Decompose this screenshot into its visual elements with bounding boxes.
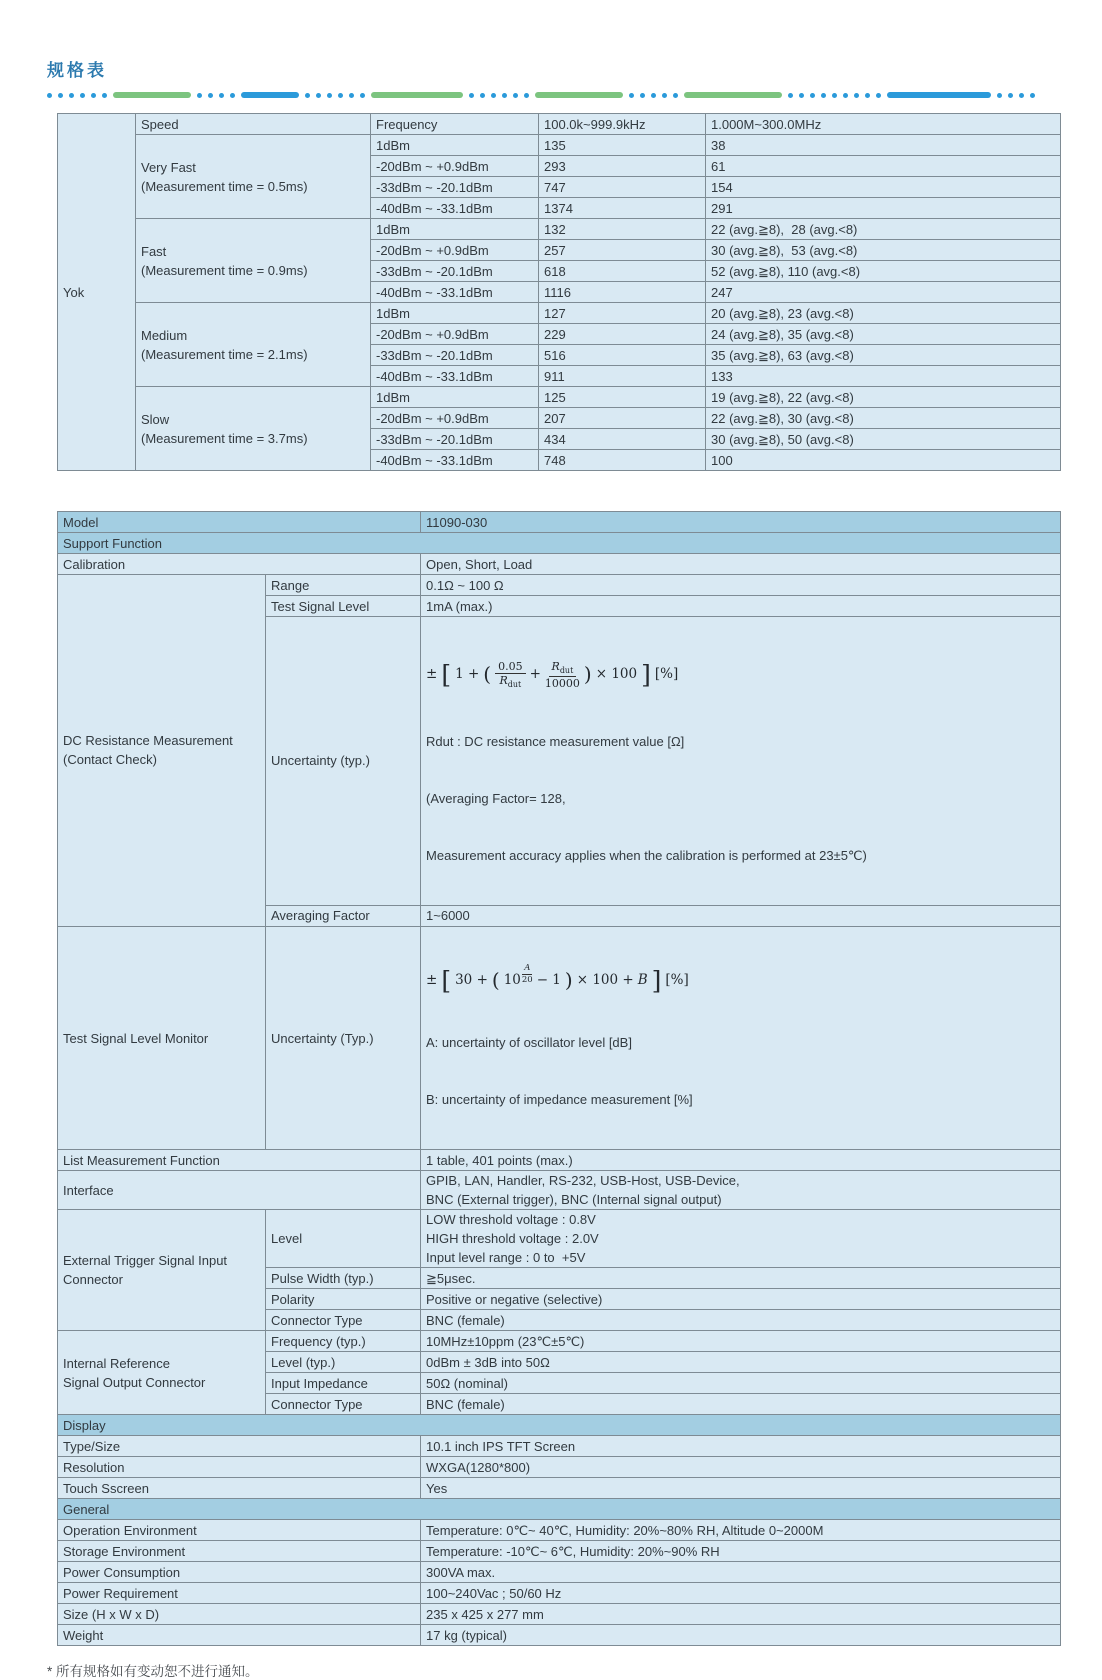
spec-sublabel-cell: Test Signal Level (266, 596, 421, 617)
value-line: BNC (External trigger), BNC (Internal signal output) (426, 1192, 722, 1208)
divider-dot (1008, 93, 1013, 98)
formula-token: 10000 (544, 676, 580, 690)
speed-group-label-cell (136, 303, 371, 387)
spec-value-cell: 235 x 425 x 277 mm (421, 1604, 1061, 1625)
spec-value-cell: WXGA(1280*800) (421, 1457, 1061, 1478)
table-row (58, 533, 1061, 554)
divider-dot (208, 93, 213, 98)
group-sublabel: (Measurement time = 0.5ms) (141, 178, 308, 194)
table-cell: 1dBm (371, 387, 539, 408)
table-row (58, 1210, 1061, 1268)
spec-value-cell: 17 kg (typical) (421, 1625, 1061, 1646)
group-sublabel: (Measurement time = 0.9ms) (141, 262, 308, 278)
divider-dot (349, 93, 354, 98)
formula-token: ± (426, 972, 438, 989)
divider-dot (854, 93, 859, 98)
spec-value-cell: 10.1 inch IPS TFT Screen (421, 1436, 1061, 1457)
dc-uncertainty-formula (426, 617, 1055, 905)
table-row (58, 1499, 1061, 1520)
model-spec-table (57, 511, 1061, 1646)
divider-dot (662, 93, 667, 98)
table-cell: -20dBm ~ +0.9dBm (371, 324, 539, 345)
table-cell: 125 (539, 387, 706, 408)
divider-dash (887, 92, 991, 98)
formula-token: R (499, 674, 508, 688)
formula-token: + (529, 666, 541, 683)
divider-dot (316, 93, 321, 98)
group-label-line: External Trigger Signal Input (63, 1253, 228, 1269)
divider-dot (491, 93, 496, 98)
spec-value-cell: 10MHz±10ppm (23℃±5℃) (421, 1331, 1061, 1352)
table-cell: 38 (706, 135, 1061, 156)
table-row (58, 1604, 1061, 1625)
divider-dash (684, 92, 782, 98)
spec-group-label-cell (58, 575, 266, 927)
table-cell: 247 (706, 282, 1061, 303)
formula-token: 0.05 (495, 660, 526, 674)
table-cell: -33dBm ~ -20.1dBm (371, 177, 539, 198)
spec-label-cell: Touch Sscreen (58, 1478, 421, 1499)
divider-dot (197, 93, 202, 98)
divider-dash (535, 92, 623, 98)
footnote: * 所有规格如有变动恕不进行通知。 (47, 1664, 259, 1680)
divider-dot (469, 93, 474, 98)
formula-token: ] (641, 660, 651, 690)
table-row (58, 1478, 1061, 1499)
formula-note: A: uncertainty of oscillator level [dB] (426, 1035, 632, 1051)
group-label-line: Signal Output Connector (63, 1374, 206, 1390)
power-term (503, 963, 533, 990)
divider-dot (305, 93, 310, 98)
table-cell: 434 (539, 429, 706, 450)
divider-dot (629, 93, 634, 98)
spec-label-cell: Operation Environment (58, 1520, 421, 1541)
formula-token (499, 674, 521, 690)
table-row (58, 303, 1061, 324)
table-cell: 1dBm (371, 303, 539, 324)
table-cell: -40dBm ~ -33.1dBm (371, 282, 539, 303)
page-title: 规格表 (47, 61, 107, 80)
divider-dot (102, 93, 107, 98)
table-cell: 135 (539, 135, 706, 156)
value-line: GPIB, LAN, Handler, RS-232, USB-Host, USB-Device, (426, 1173, 740, 1189)
table-cell: -40dBm ~ -33.1dBm (371, 366, 539, 387)
table-row (58, 135, 1061, 156)
spec-value-cell: Yes (421, 1478, 1061, 1499)
divider-dot (832, 93, 837, 98)
formula-token: [%] (665, 972, 689, 989)
divider-dot (843, 93, 848, 98)
table-cell: 100 (706, 450, 1061, 471)
spec-sublabel-cell: Level (266, 1210, 421, 1268)
spec-value-cell: 1~6000 (421, 905, 1061, 926)
formula-note: (Averaging Factor= 128, (426, 790, 566, 806)
formula-token: ] (651, 965, 662, 995)
divider-dot (799, 93, 804, 98)
formula-token: dut (559, 666, 574, 676)
section-header-cell: Display (58, 1415, 1061, 1436)
table-row (58, 1171, 1061, 1210)
divider-dot (80, 93, 85, 98)
formula-token: ) (583, 662, 592, 687)
spec-sublabel-cell: Pulse Width (typ.) (266, 1268, 421, 1289)
table-cell: -40dBm ~ -33.1dBm (371, 198, 539, 219)
group-label-line: Internal Reference (63, 1355, 170, 1371)
table-row (58, 926, 1061, 1149)
divider-dot (47, 93, 52, 98)
spec-value-cell: 1mA (max.) (421, 596, 1061, 617)
formula-token: A (524, 963, 531, 974)
divider-dot (821, 93, 826, 98)
table-cell: 516 (539, 345, 706, 366)
spec-label-cell: Type/Size (58, 1436, 421, 1457)
table-cell: 229 (539, 324, 706, 345)
table-cell: 257 (539, 240, 706, 261)
table-cell: -40dBm ~ -33.1dBm (371, 450, 539, 471)
table-cell: 24 (avg.≧8), 35 (avg.<8) (706, 324, 1061, 345)
spec-sublabel-cell: Input Impedance (266, 1373, 421, 1394)
spec-value-cell: 11090-030 (421, 512, 1061, 533)
table-cell: 1dBm (371, 135, 539, 156)
spec-value-cell (421, 617, 1061, 906)
divider-dot (219, 93, 224, 98)
table-row (58, 512, 1061, 533)
fraction (495, 660, 526, 690)
table-row (58, 554, 1061, 575)
table-cell: 19 (avg.≧8), 22 (avg.<8) (706, 387, 1061, 408)
table-row (58, 1150, 1061, 1171)
spec-value-cell: Temperature: 0℃~ 40℃, Humidity: 20%~80% RH, Altitude 0~2000M (421, 1520, 1061, 1541)
table-cell: 52 (avg.≧8), 110 (avg.<8) (706, 261, 1061, 282)
monitor-uncertainty-formula (426, 927, 1055, 1149)
table-cell: -33dBm ~ -20.1dBm (371, 429, 539, 450)
divider-dot (513, 93, 518, 98)
formula-token: [ (441, 965, 452, 995)
formula-token: × 100 + (576, 972, 634, 989)
table-cell: 748 (539, 450, 706, 471)
formula-token: ( (483, 662, 492, 687)
divider-dot (1030, 93, 1035, 98)
divider-dash (113, 92, 191, 98)
table-cell: 30 (avg.≧8), 50 (avg.<8) (706, 429, 1061, 450)
divider-dot (91, 93, 96, 98)
spec-sublabel-cell: Range (266, 575, 421, 596)
section-header-cell: General (58, 1499, 1061, 1520)
spec-value-cell (421, 1210, 1061, 1268)
spec-sublabel-cell: Uncertainty (typ.) (266, 617, 421, 906)
divider-dot (1019, 93, 1024, 98)
table-cell: 127 (539, 303, 706, 324)
spec-label-cell: Power Consumption (58, 1562, 421, 1583)
divider-dot (69, 93, 74, 98)
formula-token (522, 963, 532, 975)
section-header-cell: Support Function (58, 533, 1061, 554)
divider-dot (230, 93, 235, 98)
table-cell: -33dBm ~ -20.1dBm (371, 261, 539, 282)
formula-token: ( (491, 968, 500, 993)
speed-group-label-cell (136, 387, 371, 471)
spec-label-cell: Weight (58, 1625, 421, 1646)
divider-dot (524, 93, 529, 98)
table-cell: 911 (539, 366, 706, 387)
divider-dot (810, 93, 815, 98)
group-sublabel: (Measurement time = 2.1ms) (141, 346, 308, 362)
formula-token: 1 + (455, 666, 480, 683)
spec-sublabel-cell: Uncertainty (Typ.) (266, 926, 421, 1149)
spec-value-cell: 0dBm ± 3dB into 50Ω (421, 1352, 1061, 1373)
value-line: LOW threshold voltage : 0.8V (426, 1212, 596, 1228)
group-label: Slow (141, 411, 170, 427)
spec-sublabel-cell: Connector Type (266, 1394, 421, 1415)
spec-value-cell: Temperature: -10℃~ 6℃, Humidity: 20%~90% RH (421, 1541, 1061, 1562)
spec-label-cell: List Measurement Function (58, 1150, 421, 1171)
table-row (58, 1583, 1061, 1604)
spec-label-cell: Interface (58, 1171, 421, 1210)
header-cell: 1.000M~300.0MHz (706, 114, 1061, 135)
spec-sublabel-cell: Frequency (typ.) (266, 1331, 421, 1352)
group-label: Medium (141, 327, 188, 343)
formula-token: 30 + (455, 972, 488, 989)
formula-expression (426, 963, 1055, 995)
divider-dot (673, 93, 678, 98)
table-row (58, 219, 1061, 240)
divider-dot (58, 93, 63, 98)
table-cell: 291 (706, 198, 1061, 219)
spec-value-cell: ≧5μsec. (421, 1268, 1061, 1289)
divider-dot (502, 93, 507, 98)
table-cell: 30 (avg.≧8), 53 (avg.<8) (706, 240, 1061, 261)
formula-token: 20 (521, 974, 533, 985)
spec-label-cell: Storage Environment (58, 1541, 421, 1562)
formula-expression (426, 657, 1055, 694)
spec-group-label-cell (58, 1210, 266, 1331)
table-cell: 133 (706, 366, 1061, 387)
table-row (58, 1541, 1061, 1562)
table-row (58, 1436, 1061, 1457)
group-label: Fast (141, 243, 167, 259)
fraction (545, 660, 580, 690)
spec-value-cell: 0.1Ω ~ 100 Ω (421, 575, 1061, 596)
table-cell: 1116 (539, 282, 706, 303)
formula-token: dut (507, 680, 522, 690)
divider-dot (997, 93, 1002, 98)
spec-label-cell: Calibration (58, 554, 421, 575)
formula-note: Rdut : DC resistance measurement value [Ω] (426, 733, 685, 749)
divider-dot (876, 93, 881, 98)
header-cell: 100.0k~999.9kHz (539, 114, 706, 135)
table-cell: 747 (539, 177, 706, 198)
spec-group-label-cell (58, 926, 266, 1149)
spec-value-cell (421, 926, 1061, 1149)
table-cell: -20dBm ~ +0.9dBm (371, 156, 539, 177)
formula-token: B (637, 972, 648, 989)
divider-dot (788, 93, 793, 98)
divider-dash (371, 92, 463, 98)
spec-value-cell: Open, Short, Load (421, 554, 1061, 575)
formula-token: ± (426, 666, 438, 683)
formula-token: [ (441, 660, 452, 690)
table-cell: -20dBm ~ +0.9dBm (371, 408, 539, 429)
table-cell: 22 (avg.≧8), 28 (avg.<8) (706, 219, 1061, 240)
spec-label-cell: Resolution (58, 1457, 421, 1478)
divider-dot (338, 93, 343, 98)
group-label-line: (Contact Check) (63, 752, 157, 768)
spec-value-cell: 100~240Vac ; 50/60 Hz (421, 1583, 1061, 1604)
exponent-fraction (522, 963, 533, 985)
table-cell: 132 (539, 219, 706, 240)
formula-token: 10 (503, 972, 521, 989)
table-cell: 20 (avg.≧8), 23 (avg.<8) (706, 303, 1061, 324)
table-cell: 35 (avg.≧8), 63 (avg.<8) (706, 345, 1061, 366)
spec-label-cell: Size (H x W x D) (58, 1604, 421, 1625)
table-cell: 61 (706, 156, 1061, 177)
formula-token: ) (564, 968, 573, 993)
speed-group-label-cell (136, 219, 371, 303)
spec-value-cell: BNC (female) (421, 1394, 1061, 1415)
table-row (58, 1415, 1061, 1436)
table-row (58, 114, 1061, 135)
spec-value-cell: 1 table, 401 points (max.) (421, 1150, 1061, 1171)
table-row (58, 1520, 1061, 1541)
table-row (58, 1562, 1061, 1583)
table-row (58, 575, 1061, 596)
formula-token (549, 660, 577, 677)
table-cell: -33dBm ~ -20.1dBm (371, 345, 539, 366)
spec-value-cell: BNC (female) (421, 1310, 1061, 1331)
group-label-line: Test Signal Level Monitor (63, 1030, 209, 1046)
spec-value-cell: 300VA max. (421, 1562, 1061, 1583)
table-cell: 293 (539, 156, 706, 177)
spec-label-cell: Model (58, 512, 421, 533)
spec-sublabel-cell: Connector Type (266, 1310, 421, 1331)
formula-note: B: uncertainty of impedance measurement [%] (426, 1092, 693, 1108)
formula-token: R (551, 660, 560, 673)
value-line: Input level range : 0 to +5V (426, 1250, 586, 1266)
table-cell: 1374 (539, 198, 706, 219)
table-cell: 618 (539, 261, 706, 282)
table-cell: 22 (avg.≧8), 30 (avg.<8) (706, 408, 1061, 429)
header-cell: Frequency (371, 114, 539, 135)
table-cell: -20dBm ~ +0.9dBm (371, 240, 539, 261)
formula-token: [%] (654, 666, 679, 683)
side-label-cell: Yok (58, 114, 136, 471)
group-label-line: DC Resistance Measurement (63, 733, 233, 749)
divider-dot (327, 93, 332, 98)
title-divider (47, 91, 1052, 99)
table-cell: 1dBm (371, 219, 539, 240)
group-label-line: Connector (63, 1272, 123, 1288)
table-row (58, 1457, 1061, 1478)
formula-token: − 1 (536, 972, 561, 989)
speed-group-label-cell (136, 135, 371, 219)
spec-sublabel-cell: Averaging Factor (266, 905, 421, 926)
divider-dot (480, 93, 485, 98)
table-cell: 154 (706, 177, 1061, 198)
formula-token: × 100 (595, 666, 638, 683)
spec-value-cell: Positive or negative (selective) (421, 1289, 1061, 1310)
table-row (58, 387, 1061, 408)
value-line: HIGH threshold voltage : 2.0V (426, 1231, 599, 1247)
spec-value-cell (421, 1171, 1061, 1210)
spec-sublabel-cell: Polarity (266, 1289, 421, 1310)
table-row (58, 1625, 1061, 1646)
table-row (58, 1331, 1061, 1352)
divider-dot (640, 93, 645, 98)
spec-sublabel-cell: Level (typ.) (266, 1352, 421, 1373)
spec-value-cell: 50Ω (nominal) (421, 1373, 1061, 1394)
divider-dash (241, 92, 299, 98)
group-label: Very Fast (141, 159, 196, 175)
group-sublabel: (Measurement time = 3.7ms) (141, 430, 308, 446)
speed-spec-table (57, 113, 1061, 471)
formula-note: Measurement accuracy applies when the calibration is performed at 23±5℃) (426, 847, 867, 863)
table-cell: 207 (539, 408, 706, 429)
divider-dot (651, 93, 656, 98)
divider-dot (865, 93, 870, 98)
header-cell: Speed (136, 114, 371, 135)
spec-label-cell: Power Requirement (58, 1583, 421, 1604)
divider-dot (360, 93, 365, 98)
spec-group-label-cell (58, 1331, 266, 1415)
